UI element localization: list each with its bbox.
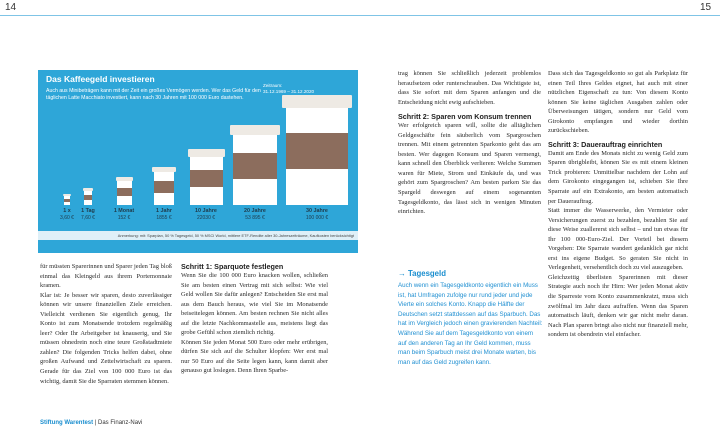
period-label: 30 Jahre 100 000 € [305, 208, 329, 221]
page-number-left: 14 [5, 2, 17, 13]
footer-separator: | [94, 420, 97, 426]
cup-icon-10-jahre [188, 149, 225, 205]
section-heading-schritt-1: Schritt 1: Sparquote festlegen [181, 262, 284, 271]
column-4-text-1: Dass sich das Tagesgeldkonto so gut als Parkplatz für einen Teil Ihres Geldes eignet, hat auch mit einer nützlichen Eigenschaft zu tun: Von diesem Konto können Sie keine täglichen Ausgaben zahlen oder Überweisungen tätigen, sondern nur Geld vom Girokonto empfangen und wieder dorthin zurückschieben. [548, 70, 688, 135]
column-2-text: Wenn Sie die 100 000 Euro knacken wollen, schließen Sie am besten einen Vertrag mit sich selbst: Wie viel Geld wollen Sie dafür anlegen? Entscheiden Sie erst mal aus dem Bauch heraus, wie viel Sie im Monatsende beiseitelegen können. Am besten rechnen Sie nicht alles auf die letzte Nachkommastelle aus, meistens liegt das grobe Gefühl schon ziemlich richtig. Können Sie jeden Monat 500 Euro oder mehr erübrigen, dürfen Sie sich auf die Schulter klopfen: Wer erst mal nur 50 Euro auf die Seite legen kann, kann damit aber genauso gut loslegen. Denn Ihren Sparbe- [181, 272, 328, 375]
arrow-right-icon: → [398, 269, 408, 278]
period-label: 1 Tag 7,60 € [81, 208, 95, 221]
cup-icon-1-tag [83, 188, 93, 205]
column-4 [548, 69, 688, 340]
period-label: 1 Monat 152 € [113, 208, 135, 221]
infographic-footnote: Anmerkung: mit: Sparplan, 50 % Tagesgeld, 50 % MSCI World, mittlere ETF-Rendite aller 30-Jahreszeiträume, Kaufkosten berücksichtigt [38, 231, 358, 240]
page-footer [40, 420, 142, 426]
column-4-text-2: Damit am Ende des Monats nicht zu wenig Geld zum Sparen übrigbleibt, können Sie es mit einem kleinen Trick probieren: Unmittelbar nachdem der Lohn auf dem Girokonto eingegangen ist, schieben Sie Ihre Sparrate auf ein Extrakonto, am besten automatisch per Dauerauftrag. Statt immer die Wasserwerke, den Vermieter oder Versicherungen zuerst zu bezahlen, bezahlen Sie auf diese Weise zuallererst sich selbst – und tun etwas für Ihr 100 000-Euro-Ziel. Der Vorteil bei diesem Vorgehen: Die Sparrate wandert gedanklich gar nicht erst ins eigene Budget. So geraten Sie nicht in Verlegenheit, versehentlich doch zu viel auszugeben. Gleichzeitig überlisten Sparerinnen mit dieser Strategie auch noch ihr Hirn: Wer jeden Monat aktiv die Sparreste vom Konto zusammenkratzt, muss sich zwölfmal im Jahr dazu aufraffen. Wenn das Sparen automatisch läuft, denken wir gar nicht mehr daran. Nach Plan sparen bringt also nicht nur finanziell mehr, sondern ist obendrein viel einfacher. [548, 149, 688, 339]
page-number-right: 15 [700, 2, 712, 13]
zeitraum-value: 31.12.1969 – 31.12.2020 [263, 89, 315, 94]
column-3-text-2: Wer erfolgreich sparen will, sollte die alltäglichen Geldgeschäfte fein säuberlich vom Spargroschen trennen. Mit einem getrennten Sparkonto geht das am besten. Wer dagegen Konsum und Sparen vermengt, kann schnell den Überblick verlieren: Welche Summen waren für Miete, Strom und Einkäufe da, und was gehört zum Spargroschen? Am besten parken Sie das Spargeld deswegen auf einem sogenannten Tagesgeldkonto, das lässt sich in wenigen Minuten einrichten. [398, 122, 541, 216]
tagesgeld-box [398, 269, 543, 367]
infographic-kaffeegeld [38, 70, 358, 253]
infographic-description: Auch aus Minibeträgen kann mit der Zeit ein großes Vermögen werden. Wer das Geld für den täglichen Latte Macchiato investiert, kann nach 30 Jahren mit 100 000 Euro dastehen. [46, 88, 261, 101]
column-3-text-1: trag können Sie schließlich jederzeit problemlos heraufsetzen oder runterschrauben. Das Wichtigste ist, dass Sie sofort mit dem Sparen anfangen und die Entscheidung nicht ewig aufschieben. [398, 70, 541, 106]
column-3 [398, 69, 541, 217]
period-label: 10 Jahre 22030 € [195, 208, 217, 221]
zeitraum-label: Zeitraum: [263, 83, 283, 88]
infographic-zeitraum [263, 83, 314, 95]
header-rule [0, 15, 720, 16]
period-label: 1 Jahr 1855 € [156, 208, 172, 221]
section-heading-schritt-2: Schritt 2: Sparen vom Konsum trennen [398, 112, 532, 122]
footer-title: Das Finanz-Navi [98, 420, 143, 426]
cup-icon-1x [63, 194, 71, 205]
cup-icon-1-monat [116, 177, 133, 205]
cup-icon-20-jahre [230, 125, 280, 205]
cup-icon-30-jahre [282, 95, 352, 205]
tagesgeld-heading: → Tagesgeld [398, 269, 446, 278]
infographic-title: Das Kaffeegeld investieren [46, 74, 155, 84]
period-label: 20 Jahre 53 895 € [244, 208, 266, 221]
column-1-text: für müssten Sparerinnen und Sparer jeden Tag bloß einmal das Kleingeld aus ihrem Portemonnaie kramen. Klar ist: Je besser wir sparen, desto zuverlässiger können wir unsere finanziellen Ziele erreichen. Vielleicht verdienen Sie eigentlich genug, Ihr Konto ist zum Monatsende trotzdem regelmäßig leer? Oder Ihr Arbeitgeber ist knauserig, und Sie müssen ohnedrein noch eine teure Großstadtmiete zahlen? Die folgenden Tricks helfen dabei, ohne großen Aufwand und Zettelwirtschaft zu sparen. Gerade für das Ziel von 100 000 Euro ist das wichtig, damit Sie die Sparraten stemmen können. [40, 263, 172, 385]
cup-icon-1-jahr [152, 167, 176, 205]
period-label: 1 x 3,60 € [60, 208, 74, 221]
column-2 [181, 262, 328, 376]
tagesgeld-text: Auch wenn ein Tagesgeldkonto eigentlich ein Muss ist, hat Umfragen zufolge nur rund jeder und jede Vierte ein solches Konto. Knapp die Hälfte der Deutschen setzt stattdessen auf das Sparbuch. Das hat im Vergleich jedoch einen gravierenden Nachteil: Während Sie auf dem Tagesgeldkonto von einem auf den anderen Tag an Ihr Geld kommen, muss man beim Sparbuch meist drei Monate warten, bis man auf das Geld zugreifen kann. [398, 282, 543, 366]
footer-brand: Stiftung Warentest [40, 420, 94, 426]
section-heading-schritt-3: Schritt 3: Dauerauftrag einrichten [548, 139, 663, 149]
